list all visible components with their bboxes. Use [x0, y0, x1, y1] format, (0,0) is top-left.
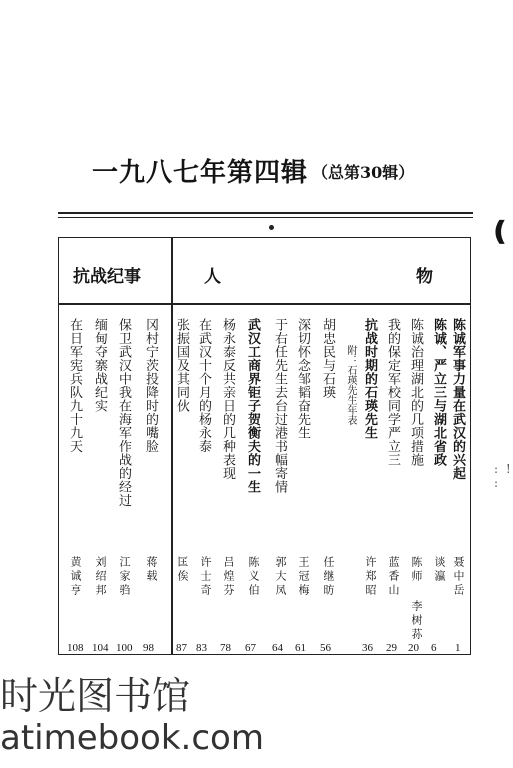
- toc-entry-title: 在日军宪兵队九十九天: [67, 318, 82, 453]
- toc-entry-author: 刘绍邦: [94, 556, 107, 598]
- toc-entry-page-number: 20: [408, 642, 419, 654]
- toc-entry-page-number: 64: [272, 642, 283, 654]
- toc-entry-title: 于右任先生去台过港书幅寄情: [272, 318, 287, 494]
- ornament-dot: [269, 225, 274, 230]
- toc-entry-author: 王冠梅: [297, 556, 310, 598]
- toc-entry-author: 谈瀛: [433, 556, 446, 584]
- toc-entry-title: 冈村宁茨投降时的嘴脸: [143, 318, 158, 453]
- toc-entry-title: 陈诚、严立三与湖北省政: [431, 318, 446, 467]
- toc-entry-title: 陈诚治理湖北的几项措施: [408, 318, 423, 467]
- toc-entry-author: 吕煌芬: [222, 556, 235, 598]
- toc-entry-title: 在武汉十个月的杨永泰: [196, 318, 211, 453]
- section-label-people-1: 人: [204, 267, 221, 287]
- section-label-war: 抗战纪事: [73, 267, 141, 287]
- toc-entry-page-number: 36: [362, 642, 373, 654]
- toc-entry-author: 蓝香山: [387, 556, 400, 598]
- toc-entry-page-number: 61: [295, 642, 306, 654]
- toc-entry-page-number: 29: [386, 642, 397, 654]
- toc-entry-author: 匡俟: [176, 556, 189, 584]
- toc-entry-author: 任继昉: [322, 556, 335, 598]
- toc-entry-author: 聂中岳: [452, 556, 465, 598]
- toc-entry-page-number: 1: [455, 642, 461, 654]
- toc-entry-page-number: 100: [116, 642, 133, 654]
- toc-entry-title: 杨永泰反共亲日的几种表现: [220, 318, 235, 480]
- toc-entry-page-number: 87: [176, 642, 187, 654]
- section-divider: [171, 237, 173, 655]
- header-rule-thin: [58, 217, 473, 218]
- toc-entry-title: 胡忠民与石瑛: [320, 318, 335, 399]
- watermark-line-1: 时光图书馆: [0, 674, 191, 718]
- toc-entry-title: 陈诚军事力量在武汉的兴起: [450, 318, 465, 480]
- margin-bracket-mark: ❪: [489, 217, 511, 247]
- toc-entry-page-number: 108: [67, 642, 84, 654]
- toc-entry-title: 保卫武汉中我在海军作战的经过: [116, 318, 131, 507]
- toc-entry-title: 张振国及其同伙: [174, 318, 189, 413]
- header-row-divider: [58, 303, 471, 305]
- toc-entry-page-number: 67: [245, 642, 256, 654]
- header-rule: [58, 212, 473, 214]
- toc-entry-author: 陈义伯: [247, 556, 260, 598]
- toc-entry-page-number: 6: [431, 642, 437, 654]
- toc-entry-title: 缅甸夺寨战纪实: [92, 318, 107, 413]
- toc-entry-author: 许士奇: [199, 556, 212, 598]
- toc-entry-author: 陈师 李树荪: [410, 556, 423, 642]
- toc-entry-author: 黄诚亨: [69, 556, 82, 598]
- toc-entry-page-number: 104: [92, 642, 109, 654]
- issue-title: 一九八七年第四辑: [92, 158, 309, 188]
- toc-entry-page-number: 83: [196, 642, 207, 654]
- toc-entry-page-number: 78: [220, 642, 231, 654]
- toc-entry-title: 附：石瑛先生年表: [345, 345, 356, 425]
- toc-entry-title: 武汉工商界钜子贺衡夫的一生: [245, 318, 260, 494]
- toc-entry-page-number: 56: [320, 642, 331, 654]
- toc-entry-page-number: 98: [143, 642, 154, 654]
- section-label-people-2: 物: [416, 267, 433, 287]
- issue-subtitle: （总第30辑）: [312, 163, 415, 182]
- margin-dots: : ! :: [494, 462, 513, 490]
- toc-entry-title: 抗战时期的石瑛先生: [362, 318, 377, 440]
- watermark-line-2: atimebook.com: [0, 718, 264, 758]
- toc-entry-title: 我的保定军校同学严立三: [385, 318, 400, 467]
- toc-entry-title: 深切怀念邹韬奋先生: [295, 318, 310, 440]
- toc-entry-author: 郭大凤: [274, 556, 287, 598]
- toc-entry-author: 许郑昭: [364, 556, 377, 598]
- toc-entry-author: 江家驺: [118, 556, 131, 598]
- toc-entry-author: 蒋载: [145, 556, 158, 584]
